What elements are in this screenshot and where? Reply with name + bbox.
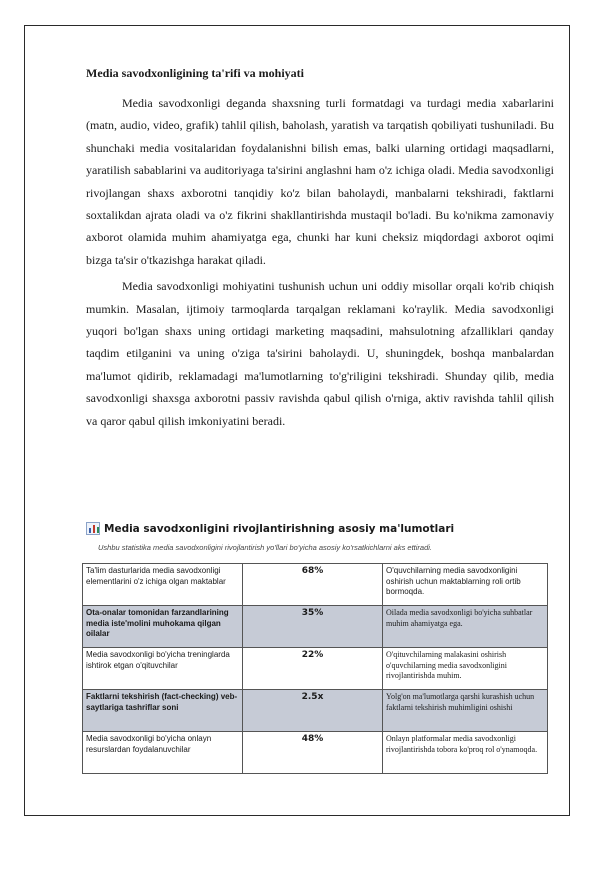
row-value: 68% <box>243 564 383 606</box>
section-heading: Media savodxonligining ta'rifi va mohiyati <box>86 66 305 80</box>
row-description: Yolg'on ma'lumotlarga qarshi kurashish uchun faktlarni tekshirish muhimligini oshishi <box>383 690 548 732</box>
row-label: Ta'lim dasturlarida media savodxonligi elementlarini o'z ichiga olgan maktablar <box>83 564 243 606</box>
paragraph-definition: Media savodxonligi deganda shaxsning turli formatdagi va turdagi media xabarlarini (matn, audio, video, grafik) tahlil qilish, baholash, yaratish va tarqatish qobiliyati tushuniladi. Bu shunchaki media vositalaridan foydalanishni bilish emas, balki ularning ortidagi maqsadlarni, yaratilish sabablarini va auditoriyaga ta'sirini anglashni ham o'z ichiga oladi. Media savodxonligi rivojlangan shaxs axborotni tanqidiy ko'z bilan baholaydi, manbalarni tekshiradi, faktlarni soxtalikdan ajrata oladi va o'z fikrini shakllantirishda mustaqil bo'ladi. Bu ko'nikma zamonaviy axborot olamida muhim ahamiyatga ega, chunki har kuni cheksiz miqdordagi axborot oqimi bizga ta'sir o'tkazishga harakat qiladi. <box>86 96 554 267</box>
row-label: Media savodxonligi bo'yicha onlayn resurslardan foydalanuvchilar <box>83 732 243 774</box>
watermark: ​ ​ ​ ​ <box>20 860 509 885</box>
document-body <box>86 64 554 436</box>
stats-title-row <box>86 522 554 535</box>
stats-subtitle: Ushbu statistika media savodxonligini rivojlantirish yo'llari bo'yicha asosiy ko'rsatkichlarni aks ettiradi. <box>98 543 433 552</box>
row-value: 22% <box>243 648 383 690</box>
row-label: Ota-onalar tomonidan farzandlarining media iste'molini muhokama qilgan oilalar <box>83 606 243 648</box>
row-description: Oilada media savodxonligi bo'yicha suhbatlar muhim ahamiyatga ega. <box>383 606 548 648</box>
row-description: O'quvchilarning media savodxonligini oshirish uchun maktablarning roli ortib bormoqda. <box>383 564 548 606</box>
bar-chart-icon <box>86 522 100 535</box>
row-description: Onlayn platformalar media savodxonligi rivojlantirishda tobora ko'proq rol o'ynamoqda. <box>383 732 548 774</box>
table-row <box>83 606 548 648</box>
table-row <box>83 564 548 606</box>
row-value: 48% <box>243 732 383 774</box>
stats-title: Media savodxonligini rivojlantirishning asosiy ma'lumotlari <box>104 522 455 535</box>
row-value: 2.5x <box>243 690 383 732</box>
row-label: Faktlarni tekshirish (fact-checking) veb-saytlariga tashriflar soni <box>83 690 243 732</box>
table-row <box>83 732 548 774</box>
stats-table <box>82 563 548 774</box>
stats-section <box>86 522 554 552</box>
paragraph-essence: Media savodxonligi mohiyatini tushunish uchun uni oddiy misollar orqali ko'rib chiqish mumkin. Masalan, ijtimoiy tarmoqlarda tarqalgan reklamani ko'raylik. Media savodxonligi yuqori bo'lgan shaxs uning ortidagi marketing maqsadini, mahsulotning afzalliklari qanday taqdim etilganini va uning o'ziga ta'sirini baholaydi. U, shuningdek, boshqa manbalardan ma'lumot qidirib, reklamadagi ma'lumotlarning to'g'riligini tekshiradi. Shunday qilib, media savodxonligi shaxsga axborotni passiv ravishda qabul qilish o'rniga, aktiv ravishda tahlil qilish va qaror qabul qilish imkoniyatini beradi. <box>86 279 554 428</box>
table-row <box>83 690 548 732</box>
row-value: 35% <box>243 606 383 648</box>
row-label: Media savodxonligi bo'yicha treninglarda ishtirok etgan o'qituvchilar <box>83 648 243 690</box>
table-row <box>83 648 548 690</box>
row-description: O'qituvchilarning malakasini oshirish o'quvchilarning media savodxonligini rivojlantirishda muhim. <box>383 648 548 690</box>
